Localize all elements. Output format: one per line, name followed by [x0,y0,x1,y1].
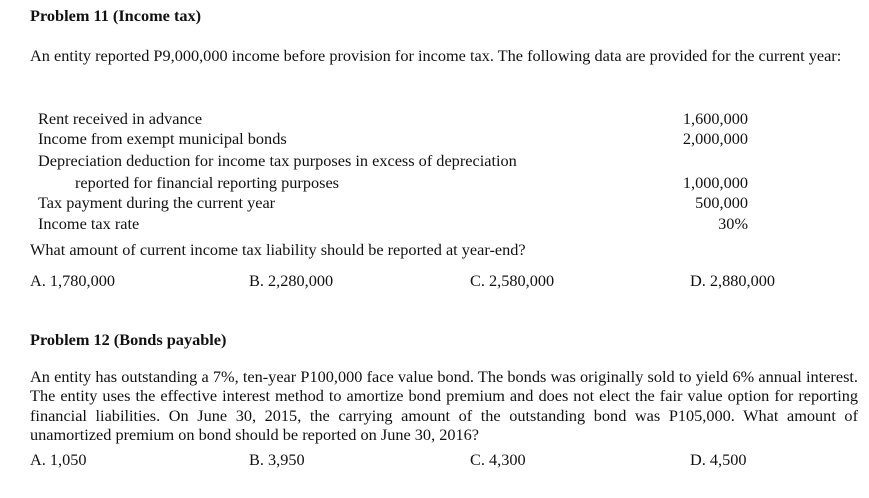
item-value: 1,600,000 [682,109,748,128]
item-value: 2,000,000 [682,129,748,148]
choice-d: D. 2,880,000 [690,271,776,290]
item-value: 500,000 [695,193,748,212]
choice-b: B. 3,950 [249,450,305,469]
item-label-continued: reported for financial reporting purposes [75,173,340,192]
choice-a: A. 1,050 [30,450,87,469]
problem-12-title: Problem 12 (Bonds payable) [30,330,227,349]
item-value: 30% [718,214,748,233]
choice-c: C. 2,580,000 [470,271,555,290]
item-label: Depreciation deduction for income tax purposes in excess of depreciation [38,151,517,170]
problem-11-question: What amount of current income tax liability should be reported at year-end? [30,240,526,259]
item-value: 1,000,000 [682,173,748,192]
choice-a: A. 1,780,000 [30,271,116,290]
problem-12-body: An entity has outstanding a 7%, ten-year P100,000 face value bond. The bonds was originally sold to yield 6% annual interest. The entity uses the effective interest method to amortize bond premium and does not elect the fair value option for reporting financial liabilities. On June 30, 2015, the carrying amount of the outstanding bond was P105,000. What amount of unamortized premium on bond should be reported on June 30, 2016? [30,367,858,444]
problem-11-title: Problem 11 (Income tax) [30,6,202,25]
choice-c: C. 4,300 [470,450,526,469]
choice-b: B. 2,280,000 [249,271,334,290]
choice-d: D. 4,500 [690,450,747,469]
item-label: Rent received in advance [38,109,203,128]
item-label: Tax payment during the current year [38,193,276,212]
item-label: Income from exempt municipal bonds [38,129,287,148]
item-label: Income tax rate [38,214,140,233]
problem-11-intro: An entity reported P9,000,000 income before provision for income tax. The following data are provided for the current year: [30,46,842,65]
